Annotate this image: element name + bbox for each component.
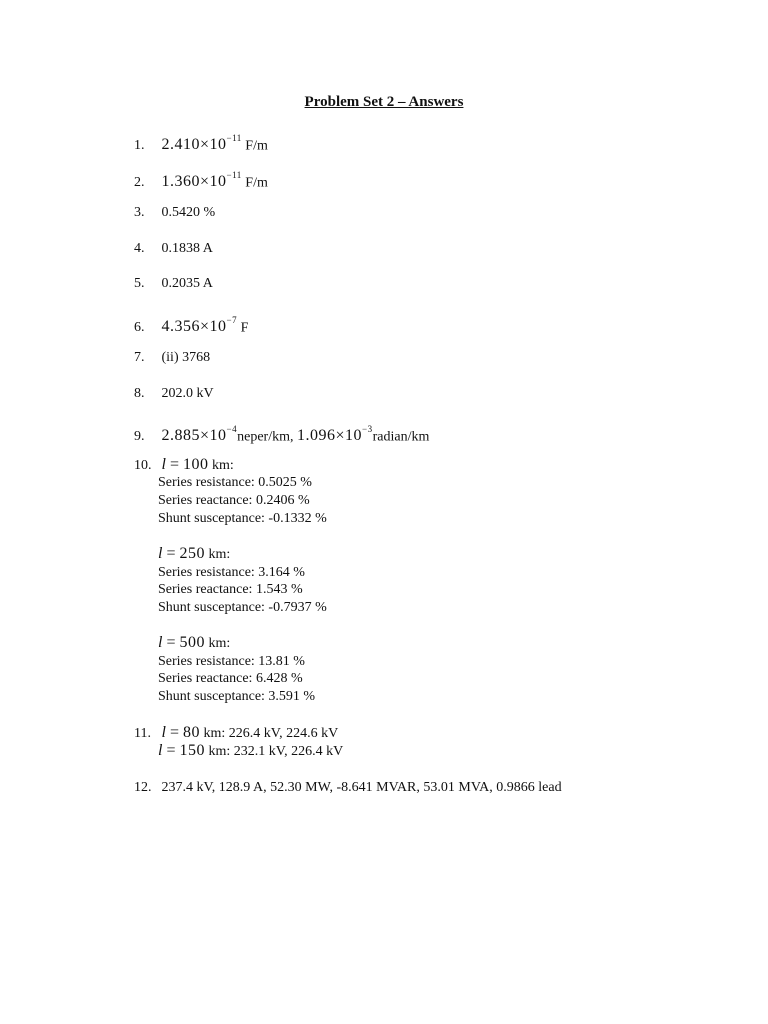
- length-value: 100: [182, 456, 209, 473]
- answer-value: 0.1838 A: [161, 241, 213, 256]
- answer-9: [134, 422, 429, 446]
- answer-value: $2.410\times 10^{-11}$: [161, 133, 242, 154]
- answer-8: [134, 385, 214, 403]
- answer-unit-2: radian/km: [372, 429, 430, 445]
- answer-unit: F/m: [245, 175, 268, 191]
- length-unit: km:: [208, 636, 231, 651]
- series-reactance: Series reactance: 0.2406 %: [158, 493, 310, 508]
- answer-number: 7.: [134, 350, 145, 365]
- answer-10-header: [134, 456, 234, 475]
- equals-sign: =: [166, 545, 176, 562]
- answer-4: [134, 240, 213, 258]
- answer-value-1: $2.885\times 10^{-4}$: [161, 424, 238, 445]
- shunt-susceptance: Shunt susceptance: -0.1332 %: [158, 511, 327, 526]
- answer-value: $1.360\times 10^{-11}$: [161, 170, 242, 191]
- answer-6: [134, 313, 248, 337]
- answer-value: km: 226.4 kV, 224.6 kV: [203, 726, 339, 741]
- answer-5: [134, 275, 213, 293]
- length-value: 80: [182, 724, 200, 741]
- length-value: 250: [179, 545, 205, 562]
- length-value: 500: [179, 634, 205, 651]
- length-unit: km:: [211, 458, 234, 473]
- length-value: 150: [179, 742, 205, 759]
- answer-number: 3.: [134, 205, 145, 220]
- equals-sign: =: [166, 634, 176, 651]
- equals-sign: =: [169, 456, 180, 473]
- answer-number: 2.: [134, 175, 145, 191]
- answer-unit: F/m: [245, 138, 268, 154]
- answer-value: $4.356\times 10^{-7}$: [161, 315, 238, 336]
- answer-10-group-3: [158, 634, 230, 653]
- answer-unit-1: neper/km,: [237, 429, 294, 445]
- answer-value: 202.0 kV: [161, 386, 214, 401]
- answer-3: [134, 204, 215, 222]
- answer-11-line-2: [158, 742, 343, 761]
- series-resistance: Series resistance: 3.164 %: [158, 565, 305, 580]
- shunt-susceptance: Shunt susceptance: -0.7937 %: [158, 600, 327, 615]
- shunt-susceptance: Shunt susceptance: 3.591 %: [158, 689, 316, 704]
- answer-value: 0.2035 A: [161, 276, 213, 291]
- answer-value-2: $1.096\times 10^{-3}$: [296, 424, 373, 445]
- answer-12: [134, 779, 562, 797]
- length-symbol: l: [161, 724, 167, 741]
- answer-number: 9.: [134, 429, 145, 445]
- answer-number: 11.: [134, 726, 151, 741]
- answer-number: 8.: [134, 386, 145, 401]
- answer-2: [134, 168, 268, 192]
- equals-sign: =: [169, 724, 180, 741]
- answer-value: km: 232.1 kV, 226.4 kV: [208, 744, 344, 759]
- series-resistance: Series resistance: 0.5025 %: [158, 475, 312, 490]
- length-symbol: l: [158, 742, 163, 759]
- answer-10-group-2: [158, 545, 230, 564]
- answer-value: 237.4 kV, 128.9 A, 52.30 MW, -8.641 MVAR, 53.01 MVA, 0.9866 lead: [161, 780, 562, 795]
- answer-number: 4.: [134, 241, 145, 256]
- series-reactance: Series reactance: 1.543 %: [158, 582, 303, 597]
- answer-value: (ii) 3768: [161, 350, 211, 365]
- length-unit: km:: [208, 547, 231, 562]
- answer-11-line-1: [134, 724, 338, 743]
- equals-sign: =: [166, 742, 176, 759]
- series-resistance: Series resistance: 13.81 %: [158, 654, 305, 669]
- answer-unit: F: [240, 320, 249, 336]
- answer-1: [134, 131, 268, 155]
- answer-number: 12.: [134, 780, 152, 795]
- series-reactance: Series reactance: 6.428 %: [158, 671, 303, 686]
- answer-number: 6.: [134, 320, 145, 336]
- answer-number: 10.: [134, 458, 152, 473]
- page-title: Problem Set 2 – Answers: [304, 94, 464, 110]
- length-symbol: l: [158, 634, 163, 651]
- answer-number: 5.: [134, 276, 145, 291]
- length-symbol: l: [161, 456, 167, 473]
- length-symbol: l: [158, 545, 163, 562]
- answer-7: [134, 349, 210, 367]
- answer-number: 1.: [134, 138, 145, 154]
- answer-value: 0.5420 %: [161, 205, 216, 220]
